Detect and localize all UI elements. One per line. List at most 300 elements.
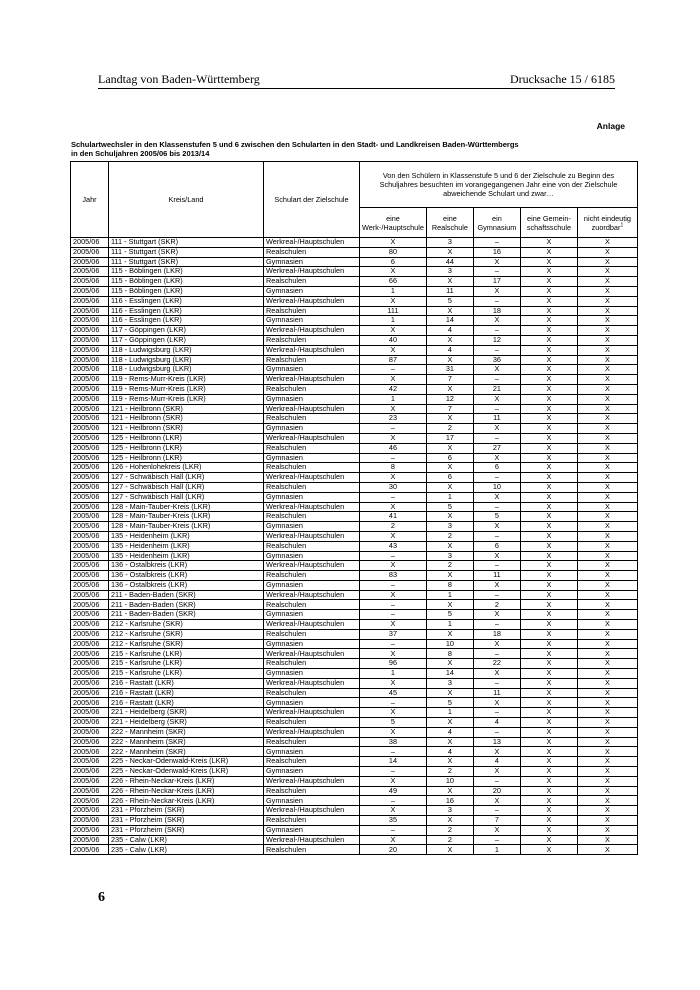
cell-nicht-zuordbar: X [577, 698, 637, 708]
table-row [71, 414, 638, 424]
cell-werk-hauptschule: 38 [360, 737, 427, 747]
cell-gymnasium: 27 [473, 443, 520, 453]
cell-gemeinschaftsschule: X [520, 512, 577, 522]
cell-gemeinschaftsschule: X [520, 708, 577, 718]
cell-gemeinschaftsschule: X [520, 669, 577, 679]
cell-werk-hauptschule: X [360, 776, 427, 786]
cell-jahr: 2005/06 [71, 335, 109, 345]
cell-gemeinschaftsschule: X [520, 286, 577, 296]
cell-jahr: 2005/06 [71, 502, 109, 512]
table-row [71, 247, 638, 257]
cell-kreis: 118 - Ludwigsburg (LKR) [109, 365, 264, 375]
cell-nicht-zuordbar: X [577, 326, 637, 336]
title-line-1: Schulartwechsler in den Klassenstufen 5 und 6 zwischen den Schularten in den Stadt- und Landkreisen Baden-Württembergs [71, 140, 519, 149]
cell-werk-hauptschule: 1 [360, 316, 427, 326]
cell-kreis: 117 - Göppingen (LKR) [109, 326, 264, 336]
table-row [71, 453, 638, 463]
cell-werk-hauptschule: X [360, 345, 427, 355]
cell-schulart: Realschulen [264, 757, 360, 767]
cell-jahr: 2005/06 [71, 404, 109, 414]
cell-kreis: 211 - Baden-Baden (SKR) [109, 600, 264, 610]
cell-kreis: 128 - Main-Tauber-Kreis (LKR) [109, 512, 264, 522]
table-row [71, 571, 638, 581]
table-row [71, 404, 638, 414]
cell-gymnasium: – [473, 502, 520, 512]
subheader-nicht-zuordbar [577, 208, 637, 238]
cell-werk-hauptschule: – [360, 453, 427, 463]
cell-jahr: 2005/06 [71, 708, 109, 718]
cell-gymnasium: 18 [473, 629, 520, 639]
cell-kreis: 136 - Ostalbkreis (LKR) [109, 561, 264, 571]
cell-nicht-zuordbar: X [577, 580, 637, 590]
cell-werk-hauptschule: 42 [360, 384, 427, 394]
cell-werk-hauptschule: 45 [360, 688, 427, 698]
cell-nicht-zuordbar: X [577, 659, 637, 669]
cell-jahr: 2005/06 [71, 659, 109, 669]
table-row [71, 502, 638, 512]
cell-kreis: 135 - Heidenheim (LKR) [109, 531, 264, 541]
cell-jahr: 2005/06 [71, 767, 109, 777]
cell-nicht-zuordbar: X [577, 355, 637, 365]
cell-realschule: 5 [426, 502, 473, 512]
cell-kreis: 222 - Mannheim (SKR) [109, 747, 264, 757]
cell-realschule: 3 [426, 238, 473, 248]
subheader-werk-hauptschule: eine Werk-/Hauptschule [360, 208, 427, 238]
cell-gemeinschaftsschule: X [520, 522, 577, 532]
cell-nicht-zuordbar: X [577, 639, 637, 649]
cell-nicht-zuordbar: X [577, 590, 637, 600]
cell-gemeinschaftsschule: X [520, 345, 577, 355]
cell-kreis: 225 - Neckar-Odenwald-Kreis (LKR) [109, 767, 264, 777]
cell-gemeinschaftsschule: X [520, 747, 577, 757]
cell-kreis: 212 - Karlsruhe (SKR) [109, 639, 264, 649]
cell-gemeinschaftsschule: X [520, 688, 577, 698]
subheader-realschule: eine Realschule [426, 208, 473, 238]
cell-gemeinschaftsschule: X [520, 678, 577, 688]
cell-kreis: 135 - Heidenheim (LKR) [109, 551, 264, 561]
cell-schulart: Realschulen [264, 786, 360, 796]
table-row [71, 257, 638, 267]
cell-werk-hauptschule: X [360, 531, 427, 541]
cell-realschule: X [426, 786, 473, 796]
table-row [71, 649, 638, 659]
cell-realschule: X [426, 571, 473, 581]
cell-jahr: 2005/06 [71, 678, 109, 688]
cell-schulart: Realschulen [264, 463, 360, 473]
cell-gemeinschaftsschule: X [520, 580, 577, 590]
cell-jahr: 2005/06 [71, 286, 109, 296]
page-header [98, 72, 615, 89]
cell-schulart: Realschulen [264, 384, 360, 394]
cell-realschule: 1 [426, 708, 473, 718]
table-row [71, 708, 638, 718]
cell-schulart: Werkreal-/Hauptschulen [264, 806, 360, 816]
cell-nicht-zuordbar: X [577, 776, 637, 786]
cell-kreis: 111 - Stuttgart (SKR) [109, 247, 264, 257]
cell-gemeinschaftsschule: X [520, 257, 577, 267]
table-row [71, 698, 638, 708]
table-row [71, 816, 638, 826]
cell-gymnasium: 7 [473, 816, 520, 826]
cell-realschule: X [426, 629, 473, 639]
cell-werk-hauptschule: 87 [360, 355, 427, 365]
cell-nicht-zuordbar: X [577, 688, 637, 698]
cell-gymnasium: 18 [473, 306, 520, 316]
cell-kreis: 222 - Mannheim (SKR) [109, 727, 264, 737]
cell-gemeinschaftsschule: X [520, 433, 577, 443]
cell-werk-hauptschule: 46 [360, 443, 427, 453]
cell-schulart: Realschulen [264, 737, 360, 747]
cell-gymnasium: – [473, 561, 520, 571]
cell-schulart: Gymnasien [264, 453, 360, 463]
cell-gymnasium: 11 [473, 688, 520, 698]
cell-nicht-zuordbar: X [577, 629, 637, 639]
cell-werk-hauptschule: 41 [360, 512, 427, 522]
cell-realschule: X [426, 845, 473, 855]
cell-gemeinschaftsschule: X [520, 727, 577, 737]
cell-nicht-zuordbar: X [577, 747, 637, 757]
cell-jahr: 2005/06 [71, 492, 109, 502]
table-row [71, 580, 638, 590]
cell-gymnasium: – [473, 433, 520, 443]
cell-realschule: 3 [426, 267, 473, 277]
cell-jahr: 2005/06 [71, 649, 109, 659]
cell-gymnasium: – [473, 296, 520, 306]
cell-realschule: 12 [426, 394, 473, 404]
table-row [71, 639, 638, 649]
cell-nicht-zuordbar: X [577, 845, 637, 855]
cell-gymnasium: – [473, 776, 520, 786]
cell-werk-hauptschule: 49 [360, 786, 427, 796]
cell-kreis: 136 - Ostalbkreis (LKR) [109, 580, 264, 590]
cell-kreis: 212 - Karlsruhe (SKR) [109, 620, 264, 630]
cell-gymnasium: X [473, 747, 520, 757]
cell-werk-hauptschule: X [360, 296, 427, 306]
cell-jahr: 2005/06 [71, 443, 109, 453]
cell-schulart: Gymnasien [264, 492, 360, 502]
cell-gymnasium: X [473, 257, 520, 267]
cell-realschule: X [426, 335, 473, 345]
header-document-number: Drucksache 15 / 6185 [510, 72, 615, 86]
table-row [71, 512, 638, 522]
cell-gymnasium: 1 [473, 845, 520, 855]
cell-nicht-zuordbar: X [577, 571, 637, 581]
cell-gemeinschaftsschule: X [520, 786, 577, 796]
cell-kreis: 118 - Ludwigsburg (LKR) [109, 355, 264, 365]
cell-gymnasium: 16 [473, 247, 520, 257]
cell-gemeinschaftsschule: X [520, 414, 577, 424]
cell-nicht-zuordbar: X [577, 737, 637, 747]
cell-gemeinschaftsschule: X [520, 502, 577, 512]
cell-werk-hauptschule: – [360, 747, 427, 757]
cell-jahr: 2005/06 [71, 316, 109, 326]
cell-gemeinschaftsschule: X [520, 424, 577, 434]
cell-jahr: 2005/06 [71, 825, 109, 835]
cell-kreis: 221 - Heidelberg (SKR) [109, 718, 264, 728]
table-row [71, 286, 638, 296]
cell-schulart: Realschulen [264, 571, 360, 581]
cell-jahr: 2005/06 [71, 629, 109, 639]
cell-kreis: 216 - Rastatt (LKR) [109, 678, 264, 688]
cell-werk-hauptschule: 6 [360, 257, 427, 267]
cell-gemeinschaftsschule: X [520, 590, 577, 600]
cell-jahr: 2005/06 [71, 257, 109, 267]
cell-kreis: 216 - Rastatt (LKR) [109, 688, 264, 698]
cell-gymnasium: 10 [473, 482, 520, 492]
page-number: 6 [98, 890, 105, 905]
cell-nicht-zuordbar: X [577, 620, 637, 630]
table-row [71, 688, 638, 698]
cell-schulart: Gymnasien [264, 257, 360, 267]
cell-nicht-zuordbar: X [577, 796, 637, 806]
cell-realschule: 5 [426, 698, 473, 708]
cell-werk-hauptschule: X [360, 473, 427, 483]
cell-jahr: 2005/06 [71, 463, 109, 473]
cell-realschule: 7 [426, 375, 473, 385]
cell-nicht-zuordbar: X [577, 561, 637, 571]
cell-schulart: Werkreal-/Hauptschulen [264, 404, 360, 414]
cell-nicht-zuordbar: X [577, 718, 637, 728]
cell-nicht-zuordbar: X [577, 482, 637, 492]
cell-gymnasium: 13 [473, 737, 520, 747]
cell-gymnasium: 4 [473, 757, 520, 767]
cell-schulart: Werkreal-/Hauptschulen [264, 473, 360, 483]
cell-jahr: 2005/06 [71, 620, 109, 630]
cell-nicht-zuordbar: X [577, 365, 637, 375]
table-row [71, 384, 638, 394]
cell-nicht-zuordbar: X [577, 786, 637, 796]
cell-werk-hauptschule: 37 [360, 629, 427, 639]
cell-schulart: Werkreal-/Hauptschulen [264, 620, 360, 630]
cell-kreis: 211 - Baden-Baden (SKR) [109, 610, 264, 620]
cell-gymnasium: 17 [473, 277, 520, 287]
cell-schulart: Gymnasien [264, 580, 360, 590]
cell-schulart: Gymnasien [264, 825, 360, 835]
cell-jahr: 2005/06 [71, 531, 109, 541]
cell-realschule: X [426, 443, 473, 453]
header-left-title: Landtag von Baden-Württemberg [98, 72, 260, 86]
cell-kreis: 115 - Böblingen (LKR) [109, 286, 264, 296]
cell-schulart: Realschulen [264, 688, 360, 698]
table-row [71, 747, 638, 757]
cell-gemeinschaftsschule: X [520, 306, 577, 316]
cell-gymnasium: X [473, 453, 520, 463]
cell-kreis: 127 - Schwäbisch Hall (LKR) [109, 482, 264, 492]
table-row [71, 267, 638, 277]
cell-realschule: 5 [426, 610, 473, 620]
table-row [71, 678, 638, 688]
cell-werk-hauptschule: 43 [360, 541, 427, 551]
cell-werk-hauptschule: – [360, 492, 427, 502]
cell-gymnasium: – [473, 473, 520, 483]
cell-schulart: Gymnasien [264, 522, 360, 532]
cell-nicht-zuordbar: X [577, 806, 637, 816]
table-row [71, 551, 638, 561]
cell-gymnasium: – [473, 590, 520, 600]
cell-nicht-zuordbar: X [577, 708, 637, 718]
cell-nicht-zuordbar: X [577, 473, 637, 483]
cell-jahr: 2005/06 [71, 561, 109, 571]
cell-realschule: 4 [426, 326, 473, 336]
table-row [71, 767, 638, 777]
cell-gymnasium: – [473, 806, 520, 816]
cell-gymnasium: X [473, 286, 520, 296]
cell-kreis: 226 - Rhein-Neckar-Kreis (LKR) [109, 796, 264, 806]
cell-jahr: 2005/06 [71, 698, 109, 708]
cell-jahr: 2005/06 [71, 747, 109, 757]
cell-jahr: 2005/06 [71, 757, 109, 767]
cell-realschule: X [426, 688, 473, 698]
table-row [71, 345, 638, 355]
table-row [71, 522, 638, 532]
cell-gymnasium: – [473, 267, 520, 277]
cell-nicht-zuordbar: X [577, 678, 637, 688]
cell-schulart: Gymnasien [264, 365, 360, 375]
cell-werk-hauptschule: 40 [360, 335, 427, 345]
cell-jahr: 2005/06 [71, 610, 109, 620]
cell-kreis: 128 - Main-Tauber-Kreis (LKR) [109, 502, 264, 512]
cell-realschule: X [426, 757, 473, 767]
cell-werk-hauptschule: X [360, 708, 427, 718]
cell-gemeinschaftsschule: X [520, 757, 577, 767]
group-header: Von den Schülern in Klassenstufe 5 und 6 der Zielschule zu Beginn des Schuljahres besuchten im vorangegangenen Jahr eine von der Zielschule abweichende Schulart und zwar… [360, 162, 638, 208]
cell-werk-hauptschule: 80 [360, 247, 427, 257]
cell-werk-hauptschule: 2 [360, 522, 427, 532]
cell-gemeinschaftsschule: X [520, 326, 577, 336]
cell-jahr: 2005/06 [71, 776, 109, 786]
subheader-nicht-zuordbar-text: nicht eindeutig zuordbar [583, 213, 631, 232]
cell-nicht-zuordbar: X [577, 512, 637, 522]
cell-werk-hauptschule: – [360, 600, 427, 610]
cell-gemeinschaftsschule: X [520, 316, 577, 326]
cell-nicht-zuordbar: X [577, 443, 637, 453]
cell-gymnasium: – [473, 326, 520, 336]
col-header-kreis: Kreis/Land [109, 162, 264, 238]
cell-schulart: Werkreal-/Hauptschulen [264, 433, 360, 443]
cell-gemeinschaftsschule: X [520, 247, 577, 257]
cell-gemeinschaftsschule: X [520, 767, 577, 777]
cell-schulart: Realschulen [264, 512, 360, 522]
cell-schulart: Realschulen [264, 845, 360, 855]
cell-realschule: 5 [426, 296, 473, 306]
cell-schulart: Werkreal-/Hauptschulen [264, 590, 360, 600]
cell-gemeinschaftsschule: X [520, 718, 577, 728]
cell-gemeinschaftsschule: X [520, 482, 577, 492]
cell-realschule: 14 [426, 316, 473, 326]
cell-werk-hauptschule: X [360, 649, 427, 659]
cell-gymnasium: 6 [473, 541, 520, 551]
cell-schulart: Gymnasien [264, 698, 360, 708]
cell-werk-hauptschule: – [360, 424, 427, 434]
cell-werk-hauptschule: 14 [360, 757, 427, 767]
cell-realschule: 3 [426, 522, 473, 532]
cell-gemeinschaftsschule: X [520, 835, 577, 845]
cell-schulart: Realschulen [264, 816, 360, 826]
cell-kreis: 116 - Esslingen (LKR) [109, 316, 264, 326]
table-body [71, 238, 638, 855]
cell-gemeinschaftsschule: X [520, 571, 577, 581]
cell-jahr: 2005/06 [71, 727, 109, 737]
anlage-label: Anlage [596, 121, 625, 131]
cell-jahr: 2005/06 [71, 277, 109, 287]
cell-werk-hauptschule: 23 [360, 414, 427, 424]
cell-gemeinschaftsschule: X [520, 629, 577, 639]
table-row [71, 375, 638, 385]
cell-jahr: 2005/06 [71, 238, 109, 248]
cell-gemeinschaftsschule: X [520, 825, 577, 835]
cell-schulart: Werkreal-/Hauptschulen [264, 502, 360, 512]
cell-werk-hauptschule: – [360, 825, 427, 835]
cell-kreis: 116 - Esslingen (LKR) [109, 296, 264, 306]
cell-schulart: Werkreal-/Hauptschulen [264, 776, 360, 786]
cell-schulart: Werkreal-/Hauptschulen [264, 531, 360, 541]
table-row [71, 610, 638, 620]
cell-schulart: Werkreal-/Hauptschulen [264, 561, 360, 571]
table-row [71, 620, 638, 630]
cell-gemeinschaftsschule: X [520, 698, 577, 708]
cell-werk-hauptschule: X [360, 238, 427, 248]
cell-gymnasium: X [473, 825, 520, 835]
cell-realschule: 31 [426, 365, 473, 375]
cell-gemeinschaftsschule: X [520, 238, 577, 248]
table-row [71, 238, 638, 248]
cell-werk-hauptschule: 1 [360, 669, 427, 679]
cell-kreis: 119 - Rems-Murr-Kreis (LKR) [109, 394, 264, 404]
cell-jahr: 2005/06 [71, 512, 109, 522]
cell-nicht-zuordbar: X [577, 286, 637, 296]
cell-realschule: X [426, 541, 473, 551]
cell-gemeinschaftsschule: X [520, 394, 577, 404]
cell-werk-hauptschule: 1 [360, 394, 427, 404]
cell-jahr: 2005/06 [71, 845, 109, 855]
cell-nicht-zuordbar: X [577, 247, 637, 257]
cell-werk-hauptschule: X [360, 433, 427, 443]
cell-realschule: X [426, 277, 473, 287]
cell-realschule: 2 [426, 825, 473, 835]
cell-nicht-zuordbar: X [577, 404, 637, 414]
cell-gemeinschaftsschule: X [520, 404, 577, 414]
cell-kreis: 212 - Karlsruhe (SKR) [109, 629, 264, 639]
cell-gymnasium: X [473, 580, 520, 590]
cell-realschule: X [426, 355, 473, 365]
cell-jahr: 2005/06 [71, 600, 109, 610]
cell-werk-hauptschule: 8 [360, 463, 427, 473]
cell-nicht-zuordbar: X [577, 463, 637, 473]
cell-schulart: Realschulen [264, 541, 360, 551]
cell-jahr: 2005/06 [71, 453, 109, 463]
cell-schulart: Realschulen [264, 414, 360, 424]
cell-jahr: 2005/06 [71, 296, 109, 306]
cell-kreis: 136 - Ostalbkreis (LKR) [109, 571, 264, 581]
cell-jahr: 2005/06 [71, 796, 109, 806]
cell-gymnasium: X [473, 365, 520, 375]
cell-schulart: Gymnasien [264, 639, 360, 649]
table-row [71, 531, 638, 541]
table-row [71, 326, 638, 336]
cell-jahr: 2005/06 [71, 355, 109, 365]
table-row [71, 845, 638, 855]
cell-realschule: 3 [426, 678, 473, 688]
cell-schulart: Realschulen [264, 355, 360, 365]
cell-gymnasium: – [473, 238, 520, 248]
cell-werk-hauptschule: X [360, 835, 427, 845]
cell-kreis: 231 - Pforzheim (SKR) [109, 816, 264, 826]
cell-schulart: Realschulen [264, 247, 360, 257]
cell-nicht-zuordbar: X [577, 384, 637, 394]
cell-schulart: Werkreal-/Hauptschulen [264, 708, 360, 718]
cell-gymnasium: X [473, 492, 520, 502]
cell-realschule: 10 [426, 639, 473, 649]
